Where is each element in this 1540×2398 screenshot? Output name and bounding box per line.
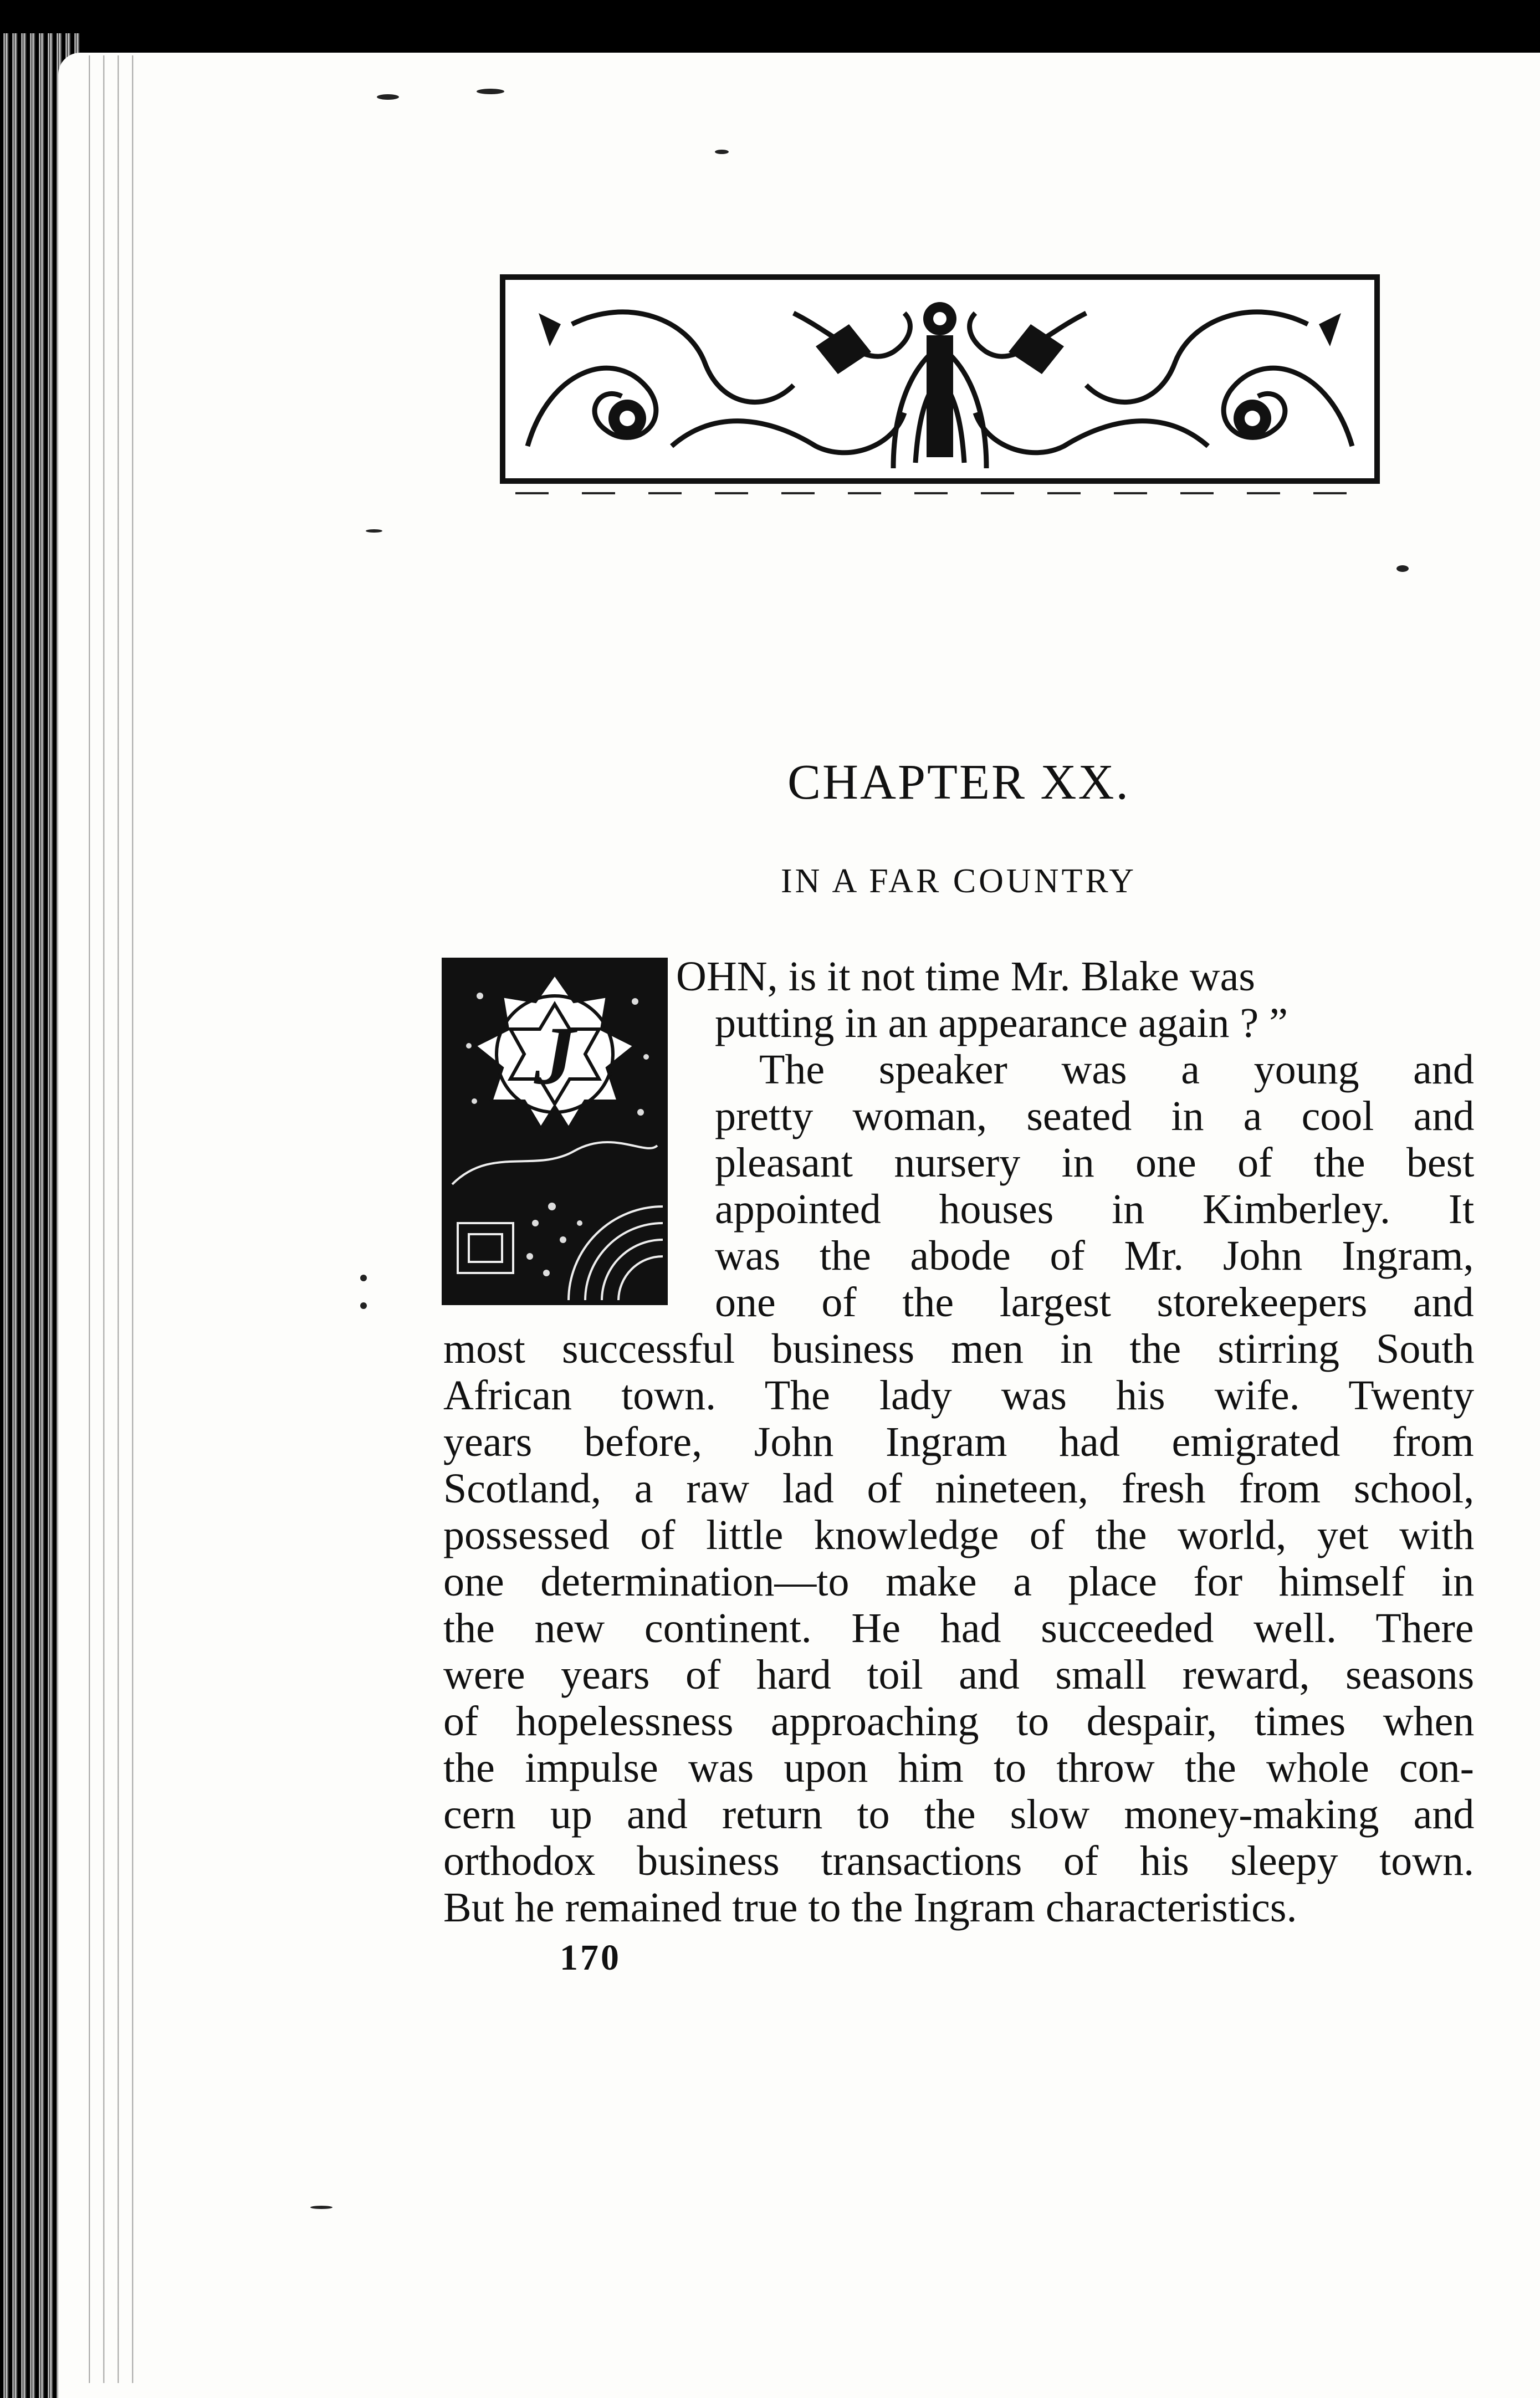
page-number: 170 [560, 1937, 621, 1978]
page-gutter-shadow [83, 55, 136, 2383]
headpiece-rule [515, 492, 1347, 494]
body-line-3: The speaker was a young and [759, 1046, 1474, 1093]
scan-speck [1396, 565, 1409, 572]
body-line-18: the impulse was upon him to throw the whole con- [443, 1745, 1474, 1791]
body-line-6: appointed houses in Kimberley. It [715, 1186, 1475, 1233]
body-line-19: cern up and return to the slow money-making and [443, 1791, 1475, 1838]
scan-speck [310, 2206, 332, 2209]
body-line-7: was the abode of Mr. John Ingram, [715, 1233, 1474, 1279]
body-line-1-text: OHN, is it not time Mr. Blake was [676, 953, 1255, 1000]
body-line-5: pleasant nursery in one of the best [715, 1139, 1475, 1186]
body-line-11: years before, John Ingram had emigrated from [443, 1419, 1474, 1465]
body-line-10: African town. The lady was his wife. Twenty [443, 1372, 1475, 1419]
body-line-12: Scotland, a raw lad of nineteen, fresh from school, [443, 1465, 1475, 1512]
scan-speck [377, 94, 399, 100]
body-line-4: pretty woman, seated in a cool and [715, 1093, 1475, 1139]
body-line-8: one of the largest storekeepers and [715, 1279, 1474, 1326]
drop-cap-letter: J [534, 1010, 576, 1102]
body-line-15: the new continent. He had succeeded well. There [443, 1605, 1474, 1651]
body-line-2: putting in an appearance again ? ” [715, 1000, 1288, 1046]
scan-speck [360, 1302, 367, 1309]
drop-cap-illustration [442, 958, 668, 1305]
scan-speck [360, 1275, 367, 1281]
body-line-9: most successful business men in the stirring South [443, 1326, 1475, 1372]
body-line-13: possessed of little knowledge of the world, yet with [443, 1512, 1475, 1558]
scan-speck [366, 529, 382, 533]
body-line-14: one determination—to make a place for himself in [443, 1558, 1475, 1605]
body-line-20: orthodox business transactions of his sleepy town. [443, 1838, 1475, 1884]
scan-speck [715, 150, 729, 154]
scan-speck [477, 89, 504, 94]
body-line-1 [676, 953, 1474, 1000]
body-line-17: of hopelessness approaching to despair, times when [443, 1698, 1475, 1745]
body-line-21: But he remained true to the Ingram characteristics. [443, 1884, 1297, 1931]
drop-cap-graphic [447, 963, 663, 1300]
chapter-subtitle: IN A FAR COUNTRY [780, 862, 1137, 900]
chapter-title: CHAPTER XX. [787, 755, 1130, 810]
ornament-graphic [505, 280, 1374, 478]
decorative-headpiece [500, 274, 1380, 484]
body-line-16: were years of hard toil and small reward, seasons [443, 1651, 1475, 1698]
